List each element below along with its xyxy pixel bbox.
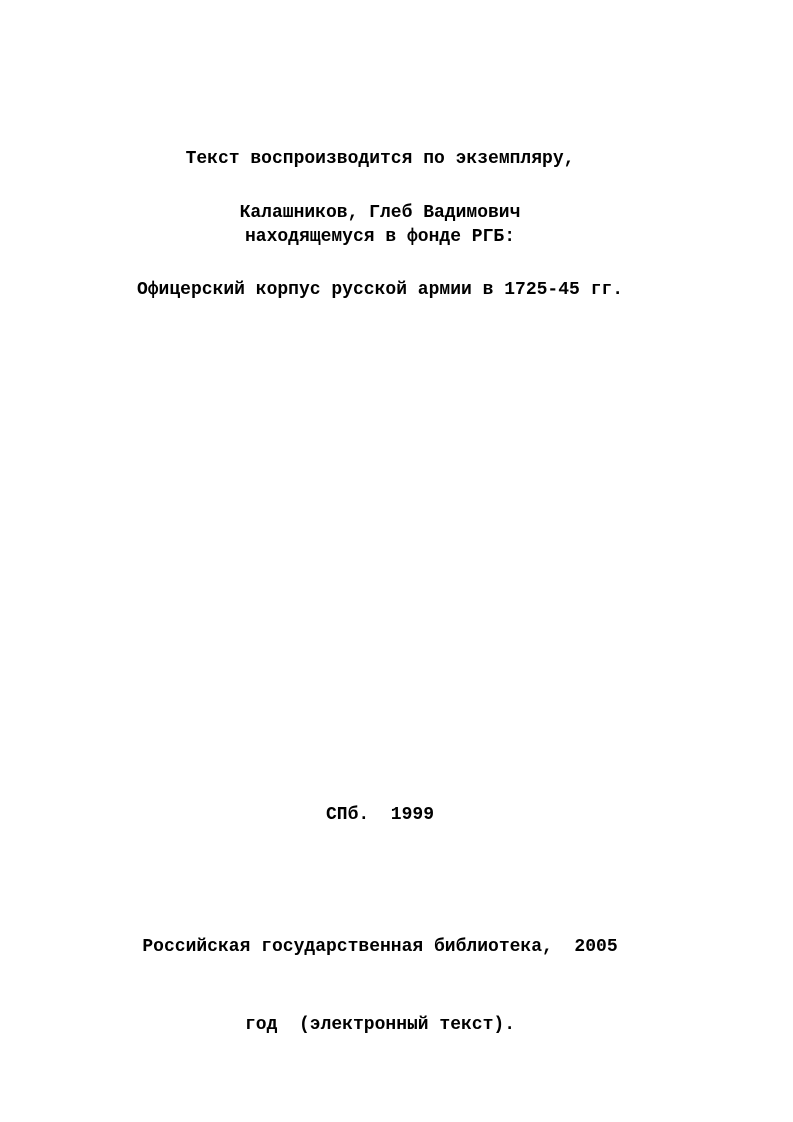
- document-title: Офицерский корпус русской армии в 1725-45 гг.: [136, 280, 624, 300]
- library-note: [0, 882, 760, 1090]
- imprint: СПб. 1999: [325, 805, 435, 825]
- author-name: Калашников, Глеб Вадимович: [239, 203, 521, 223]
- library-note-line-2: год (электронный текст).: [244, 1015, 516, 1035]
- source-note-line-2: находящемуся в фонде РГБ:: [244, 227, 516, 247]
- source-note-line-1: Текст воспроизводится по экземпляру,: [185, 149, 575, 169]
- source-note: [0, 94, 760, 302]
- library-note-line-1: Российская государственная библиотека, 2005: [142, 937, 618, 957]
